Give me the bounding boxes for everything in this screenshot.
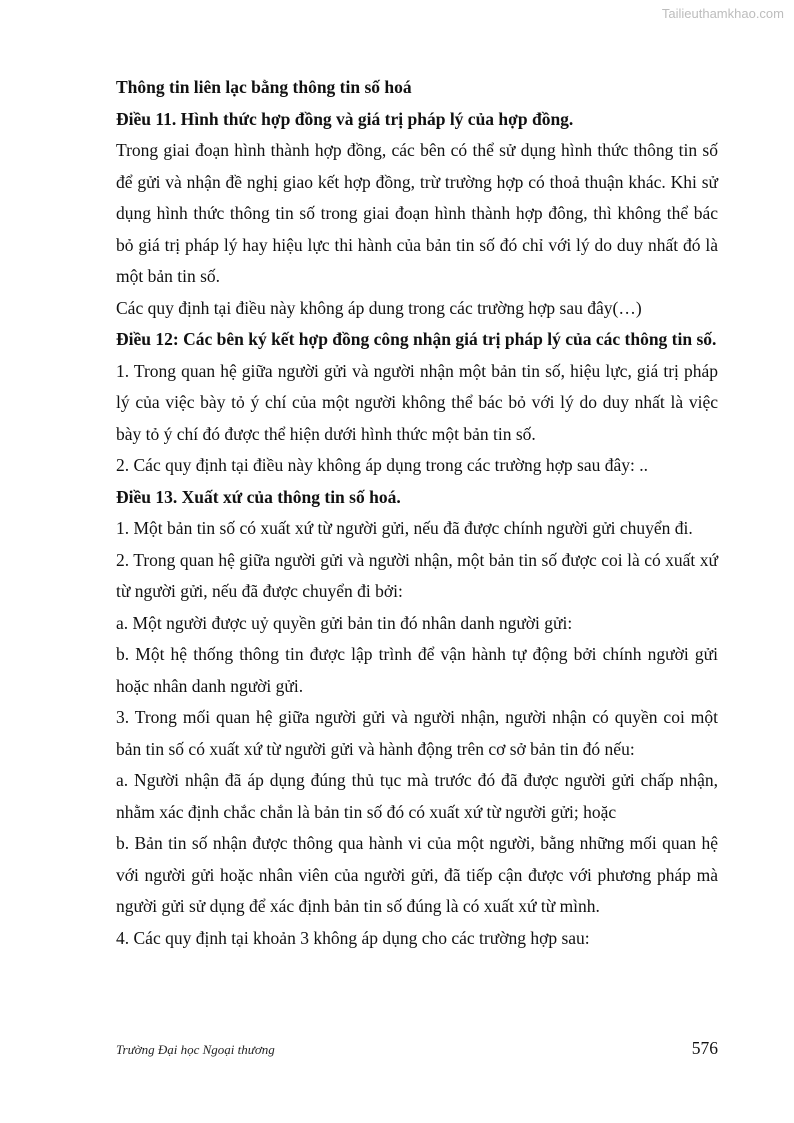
article-13-clause-3b: b. Bản tin số nhận được thông qua hành vi của một người, bằng những mối quan hệ với người gửi hoặc nhân viên của người gửi, đã tiếp cận được với phương pháp mà người gửi sử dụng để xác định bản tin số đúng là có xuất xứ từ mình.: [116, 833, 718, 916]
article-11-paragraph: Trong giai đoạn hình thành hợp đồng, các bên có thể sử dụng hình thức thông tin số để gửi và nhận đề nghị giao kết hợp đồng, trừ trường hợp có thoả thuận khác. Khi sử dụng hình thức thông tin số trong giai đoạn hình thành hợp đông, thì không thể bác bỏ giá trị pháp lý hay hiệu lực thi hành của bản tin số đó chỉ với lý do duy nhất đó là một bản tin số.: [116, 140, 718, 286]
article-11-heading: Điều 11. Hình thức hợp đồng và giá trị pháp lý của hợp đồng.: [116, 108, 574, 129]
section-heading: Thông tin liên lạc bằng thông tin số hoá: [116, 77, 412, 97]
article-13-clause-1: 1. Một bản tin số có xuất xứ từ người gửi, nếu đã được chính người gửi chuyển đi.: [116, 518, 693, 538]
page-footer: [116, 1040, 718, 1064]
article-13-heading: Điều 13. Xuất xứ của thông tin số hoá.: [116, 486, 401, 507]
article-13-clause-3: 3. Trong mối quan hệ giữa người gửi và người nhận, người nhận có quyền coi một bản tin số có xuất xứ từ người gửi và hành động trên cơ sở bản tin đó nếu:: [116, 707, 718, 759]
article-11-exceptions: Các quy định tại điều này không áp dung trong các trường hợp sau đây(…): [116, 297, 642, 318]
footer-school-name: Trường Đại học Ngoại thương: [116, 1042, 275, 1057]
article-12-clause-1: 1. Trong quan hệ giữa người gửi và người nhận một bản tin số, hiệu lực, giá trị pháp lý của việc bày tỏ ý chí của một người không thể bác bỏ với lý do duy nhất là việc bày tỏ ý chí đó được thể hiện dưới hình thức một bản tin số.: [116, 360, 718, 444]
article-12-clause-2: 2. Các quy định tại điều này không áp dụng trong các trường hợp sau đây: ..: [116, 455, 648, 475]
page-number: 576: [691, 1038, 718, 1058]
article-13-clause-4: 4. Các quy định tại khoản 3 không áp dụng cho các trường hợp sau:: [116, 927, 590, 948]
article-12-heading: Điều 12: Các bên ký kết hợp đồng công nhận giá trị pháp lý của các thông tin số.: [116, 329, 717, 349]
article-13-clause-3a: a. Người nhận đã áp dụng đúng thủ tục mà trước đó đã được người gửi chấp nhận, nhằm xác định chắc chắn là bản tin số đó có xuất xứ từ người gửi; hoặc: [116, 770, 718, 822]
document-body: [116, 72, 718, 954]
watermark: Tailieuthamkhao.com: [661, 6, 784, 21]
article-13-clause-2: 2. Trong quan hệ giữa người gửi và người nhận, một bản tin số được coi là có xuất xứ từ người gửi, nếu đã được chuyển đi bởi:: [116, 549, 718, 601]
article-13-clause-2b: b. Một hệ thống thông tin được lập trình để vận hành tự động bởi chính người gửi hoặc nhân danh người gửi.: [116, 644, 718, 696]
article-13-clause-2a: a. Một người được uỷ quyền gửi bản tin đó nhân danh người gửi:: [116, 612, 573, 633]
